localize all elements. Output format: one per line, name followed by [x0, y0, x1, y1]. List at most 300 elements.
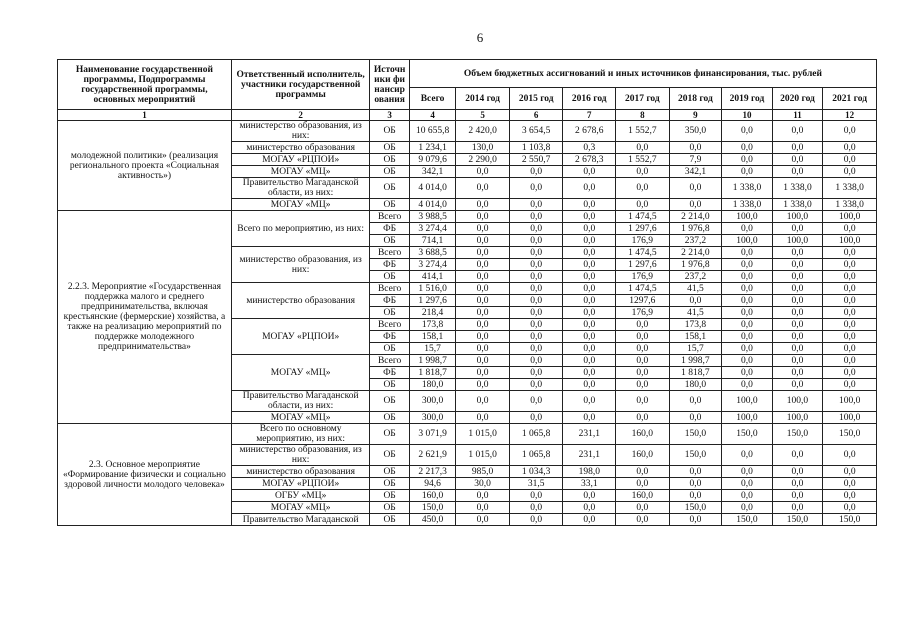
value-cell: 180,0 — [409, 379, 456, 391]
source-code: ОБ — [370, 271, 409, 283]
value-cell: 0,0 — [616, 502, 670, 514]
value-cell: 1 976,8 — [669, 259, 722, 271]
program-name: 2.2.3. Мероприятие «Государственная поддержка малого и среднего предпринимательства, включая крестьянские (фермерские) хозяйства, а также на реализацию мероприятий по поддержке молодежного предпринимательства» — [58, 211, 232, 424]
value-cell: 0,0 — [722, 343, 773, 355]
column-index: 5 — [456, 110, 510, 121]
column-index: 3 — [370, 110, 409, 121]
column-index: 7 — [563, 110, 616, 121]
value-cell: 231,1 — [563, 445, 616, 466]
value-cell: 0,0 — [722, 223, 773, 235]
value-cell: 100,0 — [823, 211, 877, 223]
value-cell: 0,0 — [563, 367, 616, 379]
value-cell: 0,0 — [456, 502, 510, 514]
value-cell: 150,0 — [772, 424, 823, 445]
value-cell: 150,0 — [823, 424, 877, 445]
value-cell: 0,0 — [772, 478, 823, 490]
value-cell: 0,0 — [616, 178, 670, 199]
header-year: 2021 год — [823, 88, 877, 110]
value-cell: 9 079,6 — [409, 154, 456, 166]
value-cell: 1297,6 — [616, 295, 670, 307]
value-cell: 173,8 — [409, 319, 456, 331]
value-cell: 0,0 — [823, 379, 877, 391]
header-year: 2020 год — [772, 88, 823, 110]
value-cell: 0,0 — [509, 271, 563, 283]
value-cell: 450,0 — [409, 514, 456, 526]
value-cell: 0,0 — [456, 331, 510, 343]
value-cell: 0,0 — [823, 307, 877, 319]
value-cell: 4 014,0 — [409, 199, 456, 211]
value-cell: 0,0 — [563, 295, 616, 307]
value-cell: 1 338,0 — [772, 199, 823, 211]
source-code: ОБ — [370, 514, 409, 526]
source-code: Всего — [370, 355, 409, 367]
value-cell: 0,0 — [563, 223, 616, 235]
value-cell: 1 474,5 — [616, 211, 670, 223]
value-cell: 150,0 — [772, 514, 823, 526]
value-cell: 0,0 — [616, 412, 670, 424]
value-cell: 0,0 — [823, 490, 877, 502]
value-cell: 0,0 — [772, 223, 823, 235]
value-cell: 176,9 — [616, 235, 670, 247]
value-cell: 0,0 — [722, 154, 773, 166]
value-cell: 0,0 — [509, 343, 563, 355]
header-year: 2019 год — [722, 88, 773, 110]
value-cell: 158,1 — [669, 331, 722, 343]
value-cell: 0,0 — [509, 490, 563, 502]
value-cell: 0,0 — [509, 331, 563, 343]
value-cell: 1 065,8 — [509, 424, 563, 445]
header-volume: Объем бюджетных ассигнований и иных источников финансирования, тыс. рублей — [409, 60, 876, 88]
value-cell: 0,3 — [563, 142, 616, 154]
value-cell: 0,0 — [563, 283, 616, 295]
source-code: Всего — [370, 247, 409, 259]
value-cell: 0,0 — [616, 367, 670, 379]
source-code: ОБ — [370, 121, 409, 142]
value-cell: 0,0 — [823, 154, 877, 166]
source-code: ФБ — [370, 331, 409, 343]
value-cell: 0,0 — [669, 199, 722, 211]
value-cell: 0,0 — [563, 331, 616, 343]
value-cell: 300,0 — [409, 391, 456, 412]
value-cell: 1 015,0 — [456, 424, 510, 445]
value-cell: 0,0 — [772, 367, 823, 379]
value-cell: 350,0 — [669, 121, 722, 142]
value-cell: 1 976,8 — [669, 223, 722, 235]
source-code: Всего — [370, 283, 409, 295]
value-cell: 1 552,7 — [616, 121, 670, 142]
value-cell: 231,1 — [563, 424, 616, 445]
value-cell: 3 988,5 — [409, 211, 456, 223]
value-cell: 176,9 — [616, 307, 670, 319]
value-cell: 33,1 — [563, 478, 616, 490]
value-cell: 1 338,0 — [722, 199, 773, 211]
value-cell: 0,0 — [669, 178, 722, 199]
value-cell: 0,0 — [772, 466, 823, 478]
value-cell: 2 217,3 — [409, 466, 456, 478]
value-cell: 0,0 — [456, 343, 510, 355]
value-cell: 150,0 — [722, 514, 773, 526]
value-cell: 100,0 — [722, 235, 773, 247]
value-cell: 1 552,7 — [616, 154, 670, 166]
value-cell: 0,0 — [722, 142, 773, 154]
value-cell: 1 338,0 — [823, 199, 877, 211]
value-cell: 0,0 — [669, 391, 722, 412]
value-cell: 180,0 — [669, 379, 722, 391]
value-cell: 0,0 — [772, 283, 823, 295]
value-cell: 7,9 — [669, 154, 722, 166]
value-cell: 0,0 — [722, 166, 773, 178]
value-cell: 2 214,0 — [669, 211, 722, 223]
value-cell: 0,0 — [509, 502, 563, 514]
value-cell: 0,0 — [509, 247, 563, 259]
value-cell: 0,0 — [456, 235, 510, 247]
value-cell: 1 065,8 — [509, 445, 563, 466]
value-cell: 0,0 — [509, 223, 563, 235]
value-cell: 1 338,0 — [772, 178, 823, 199]
value-cell: 0,0 — [509, 391, 563, 412]
source-code: ФБ — [370, 259, 409, 271]
value-cell: 0,0 — [722, 121, 773, 142]
column-index: 6 — [509, 110, 563, 121]
value-cell: 0,0 — [563, 391, 616, 412]
value-cell: 0,0 — [616, 166, 670, 178]
column-index: 2 — [231, 110, 370, 121]
value-cell: 0,0 — [669, 466, 722, 478]
value-cell: 0,0 — [722, 466, 773, 478]
source-code: ОБ — [370, 235, 409, 247]
column-index: 11 — [772, 110, 823, 121]
value-cell: 0,0 — [722, 283, 773, 295]
value-cell: 0,0 — [616, 331, 670, 343]
column-index: 4 — [409, 110, 456, 121]
value-cell: 0,0 — [456, 367, 510, 379]
executor-name: МОГАУ «МЦ» — [231, 355, 370, 391]
executor-name: Правительство Магаданской — [231, 514, 370, 526]
value-cell: 3 274,4 — [409, 259, 456, 271]
column-index: 9 — [669, 110, 722, 121]
value-cell: 0,0 — [823, 121, 877, 142]
value-cell: 0,0 — [509, 367, 563, 379]
value-cell: 0,0 — [563, 379, 616, 391]
value-cell: 150,0 — [669, 502, 722, 514]
value-cell: 0,0 — [616, 514, 670, 526]
value-cell: 0,0 — [509, 199, 563, 211]
column-index: 12 — [823, 110, 877, 121]
value-cell: 0,0 — [722, 478, 773, 490]
value-cell: 0,0 — [669, 295, 722, 307]
value-cell: 2 678,6 — [563, 121, 616, 142]
value-cell: 0,0 — [563, 211, 616, 223]
value-cell: 0,0 — [823, 223, 877, 235]
value-cell: 0,0 — [669, 490, 722, 502]
source-code: Всего — [370, 211, 409, 223]
value-cell: 0,0 — [616, 199, 670, 211]
value-cell: 0,0 — [509, 514, 563, 526]
value-cell: 0,0 — [772, 259, 823, 271]
value-cell: 0,0 — [772, 307, 823, 319]
value-cell: 0,0 — [456, 247, 510, 259]
value-cell: 300,0 — [409, 412, 456, 424]
value-cell: 0,0 — [456, 211, 510, 223]
value-cell: 0,0 — [722, 271, 773, 283]
value-cell: 0,0 — [722, 295, 773, 307]
value-cell: 0,0 — [772, 379, 823, 391]
value-cell: 198,0 — [563, 466, 616, 478]
value-cell: 218,4 — [409, 307, 456, 319]
value-cell: 0,0 — [456, 259, 510, 271]
value-cell: 0,0 — [823, 259, 877, 271]
value-cell: 0,0 — [563, 343, 616, 355]
value-cell: 0,0 — [823, 466, 877, 478]
value-cell: 0,0 — [823, 331, 877, 343]
value-cell: 150,0 — [722, 424, 773, 445]
value-cell: 0,0 — [616, 319, 670, 331]
value-cell: 0,0 — [823, 355, 877, 367]
value-cell: 1 103,8 — [509, 142, 563, 154]
value-cell: 0,0 — [772, 319, 823, 331]
value-cell: 3 071,9 — [409, 424, 456, 445]
value-cell: 0,0 — [823, 142, 877, 154]
value-cell: 0,0 — [823, 319, 877, 331]
value-cell: 0,0 — [509, 355, 563, 367]
value-cell: 1 474,5 — [616, 247, 670, 259]
value-cell: 1 338,0 — [722, 178, 773, 199]
table-row — [58, 424, 877, 445]
column-index: 10 — [722, 110, 773, 121]
value-cell: 0,0 — [456, 283, 510, 295]
value-cell: 237,2 — [669, 271, 722, 283]
executor-name: Всего по мероприятию, из них: — [231, 211, 370, 247]
value-cell: 100,0 — [722, 211, 773, 223]
value-cell: 985,0 — [456, 466, 510, 478]
executor-name: Правительство Магаданской области, из них: — [231, 391, 370, 412]
value-cell: 0,0 — [823, 295, 877, 307]
value-cell: 0,0 — [563, 412, 616, 424]
value-cell: 41,5 — [669, 283, 722, 295]
value-cell: 0,0 — [563, 259, 616, 271]
executor-name: МОГАУ «РЦПОИ» — [231, 478, 370, 490]
header-year: 2014 год — [456, 88, 510, 110]
program-name: молодежной политики» (реализация регионального проекта «Социальная активность») — [58, 121, 232, 211]
value-cell: 0,0 — [669, 412, 722, 424]
value-cell: 0,0 — [823, 445, 877, 466]
value-cell: 100,0 — [722, 391, 773, 412]
value-cell: 1 015,0 — [456, 445, 510, 466]
value-cell: 0,0 — [772, 331, 823, 343]
value-cell: 0,0 — [563, 307, 616, 319]
value-cell: 0,0 — [509, 166, 563, 178]
value-cell: 100,0 — [772, 235, 823, 247]
source-code: ОБ — [370, 166, 409, 178]
value-cell: 0,0 — [509, 235, 563, 247]
value-cell: 0,0 — [772, 295, 823, 307]
value-cell: 2 420,0 — [456, 121, 510, 142]
value-cell: 0,0 — [823, 478, 877, 490]
value-cell: 2 214,0 — [669, 247, 722, 259]
value-cell: 1 818,7 — [669, 367, 722, 379]
value-cell: 0,0 — [669, 142, 722, 154]
value-cell: 100,0 — [823, 412, 877, 424]
value-cell: 0,0 — [823, 502, 877, 514]
value-cell: 0,0 — [722, 379, 773, 391]
table-row — [58, 121, 877, 142]
value-cell: 0,0 — [772, 343, 823, 355]
value-cell: 0,0 — [563, 319, 616, 331]
executor-name: Правительство Магаданской области, из них: — [231, 178, 370, 199]
value-cell: 0,0 — [509, 259, 563, 271]
value-cell: 237,2 — [669, 235, 722, 247]
value-cell: 160,0 — [616, 445, 670, 466]
value-cell: 0,0 — [722, 259, 773, 271]
column-index: 8 — [616, 110, 670, 121]
value-cell: 0,0 — [563, 490, 616, 502]
value-cell: 0,0 — [722, 502, 773, 514]
value-cell: 0,0 — [722, 247, 773, 259]
executor-name: МОГАУ «МЦ» — [231, 199, 370, 211]
value-cell: 0,0 — [772, 355, 823, 367]
value-cell: 0,0 — [616, 466, 670, 478]
executor-name: министерство образования, из них: — [231, 121, 370, 142]
value-cell: 100,0 — [722, 412, 773, 424]
value-cell: 30,0 — [456, 478, 510, 490]
value-cell: 3 654,5 — [509, 121, 563, 142]
value-cell: 0,0 — [456, 307, 510, 319]
executor-name: МОГАУ «МЦ» — [231, 502, 370, 514]
value-cell: 0,0 — [772, 166, 823, 178]
header-year: 2015 год — [509, 88, 563, 110]
source-code: ФБ — [370, 295, 409, 307]
value-cell: 0,0 — [509, 283, 563, 295]
value-cell: 15,7 — [409, 343, 456, 355]
value-cell: 1 338,0 — [823, 178, 877, 199]
value-cell: 158,1 — [409, 331, 456, 343]
value-cell: 100,0 — [772, 211, 823, 223]
value-cell: 0,0 — [563, 235, 616, 247]
source-code: ОБ — [370, 412, 409, 424]
header-total: Всего — [409, 88, 456, 110]
header-source: Источники финансирования — [370, 60, 409, 110]
value-cell: 0,0 — [772, 490, 823, 502]
value-cell: 100,0 — [772, 391, 823, 412]
value-cell: 0,0 — [563, 514, 616, 526]
executor-name: МОГАУ «МЦ» — [231, 166, 370, 178]
value-cell: 0,0 — [823, 166, 877, 178]
source-code: ОБ — [370, 391, 409, 412]
source-code: ОБ — [370, 478, 409, 490]
value-cell: 41,5 — [669, 307, 722, 319]
value-cell: 0,0 — [456, 199, 510, 211]
header-year: 2017 год — [616, 88, 670, 110]
value-cell: 0,0 — [823, 271, 877, 283]
value-cell: 10 655,8 — [409, 121, 456, 142]
value-cell: 0,0 — [563, 199, 616, 211]
value-cell: 1 297,6 — [616, 223, 670, 235]
value-cell: 0,0 — [563, 178, 616, 199]
source-code: ФБ — [370, 223, 409, 235]
column-index: 1 — [58, 110, 232, 121]
value-cell: 0,0 — [509, 379, 563, 391]
executor-name: МОГАУ «МЦ» — [231, 412, 370, 424]
value-cell: 31,5 — [509, 478, 563, 490]
header-executor: Ответственный исполнитель, участники государственной программы — [231, 60, 370, 110]
source-code: ОБ — [370, 445, 409, 466]
value-cell: 0,0 — [722, 490, 773, 502]
value-cell: 94,6 — [409, 478, 456, 490]
executor-name: МОГАУ «РЦПОИ» — [231, 154, 370, 166]
header-year: 2018 год — [669, 88, 722, 110]
value-cell: 0,0 — [722, 355, 773, 367]
source-code: ОБ — [370, 343, 409, 355]
value-cell: 0,0 — [456, 223, 510, 235]
value-cell: 1 474,5 — [616, 283, 670, 295]
header-program: Наименование государственной программы, Подпрограммы государственной программы, основных мероприятий — [58, 60, 232, 110]
value-cell: 160,0 — [616, 424, 670, 445]
value-cell: 714,1 — [409, 235, 456, 247]
value-cell: 0,0 — [722, 367, 773, 379]
value-cell: 0,0 — [616, 391, 670, 412]
value-cell: 0,0 — [563, 247, 616, 259]
value-cell: 1 297,6 — [616, 259, 670, 271]
value-cell: 130,0 — [456, 142, 510, 154]
value-cell: 0,0 — [772, 154, 823, 166]
value-cell: 160,0 — [409, 490, 456, 502]
page-number: 6 — [476, 30, 484, 45]
source-code: ОБ — [370, 502, 409, 514]
executor-name: министерство образования, из них: — [231, 445, 370, 466]
value-cell: 0,0 — [456, 271, 510, 283]
value-cell: 150,0 — [823, 514, 877, 526]
value-cell: 1 516,0 — [409, 283, 456, 295]
executor-name: министерство образования, из них: — [231, 247, 370, 283]
value-cell: 0,0 — [509, 307, 563, 319]
value-cell: 0,0 — [456, 295, 510, 307]
value-cell: 0,0 — [509, 211, 563, 223]
value-cell: 0,0 — [509, 295, 563, 307]
source-code: ОБ — [370, 199, 409, 211]
value-cell: 2 290,0 — [456, 154, 510, 166]
value-cell: 0,0 — [722, 445, 773, 466]
value-cell: 0,0 — [509, 319, 563, 331]
source-code: ОБ — [370, 424, 409, 445]
value-cell: 0,0 — [616, 142, 670, 154]
value-cell: 0,0 — [772, 247, 823, 259]
value-cell: 0,0 — [456, 178, 510, 199]
value-cell: 0,0 — [722, 319, 773, 331]
executor-name: министерство образования — [231, 283, 370, 319]
value-cell: 0,0 — [823, 343, 877, 355]
value-cell: 0,0 — [456, 412, 510, 424]
value-cell: 2 678,3 — [563, 154, 616, 166]
value-cell: 0,0 — [669, 514, 722, 526]
value-cell: 176,9 — [616, 271, 670, 283]
value-cell: 0,0 — [509, 178, 563, 199]
value-cell: 0,0 — [456, 355, 510, 367]
value-cell: 1 998,7 — [669, 355, 722, 367]
value-cell: 0,0 — [456, 166, 510, 178]
value-cell: 414,1 — [409, 271, 456, 283]
executor-name: МОГАУ «РЦПОИ» — [231, 319, 370, 355]
value-cell: 0,0 — [616, 478, 670, 490]
source-code: ОБ — [370, 379, 409, 391]
value-cell: 0,0 — [509, 412, 563, 424]
source-code: ОБ — [370, 466, 409, 478]
value-cell: 150,0 — [669, 445, 722, 466]
value-cell: 0,0 — [616, 343, 670, 355]
value-cell: 0,0 — [563, 271, 616, 283]
value-cell: 0,0 — [722, 307, 773, 319]
value-cell: 150,0 — [409, 502, 456, 514]
value-cell: 0,0 — [772, 445, 823, 466]
